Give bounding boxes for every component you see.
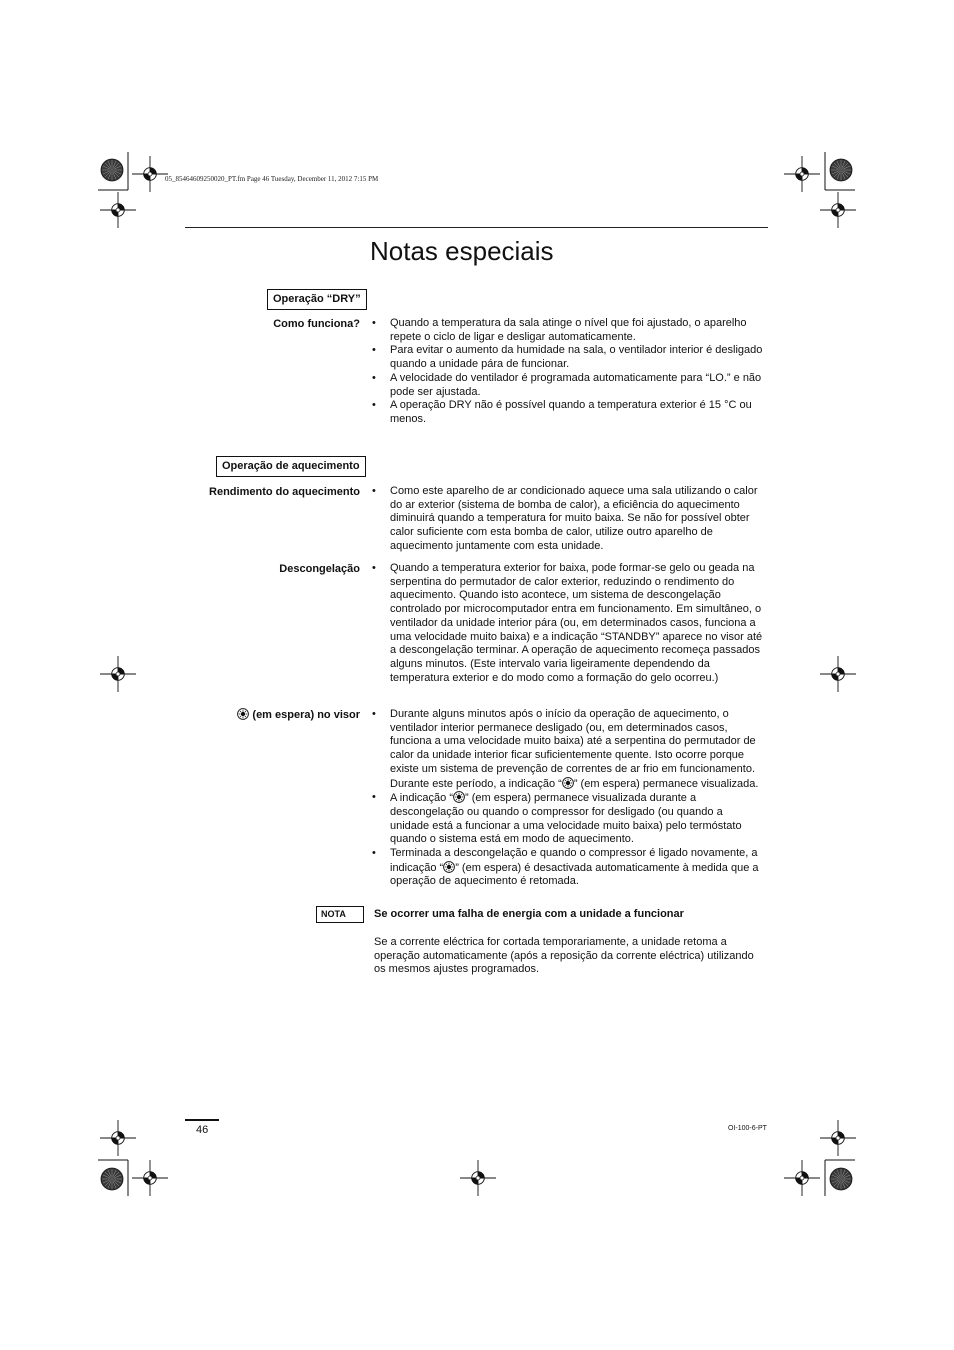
list-item [372, 708, 764, 791]
color-target-icon [829, 158, 853, 182]
registration-mark-icon [784, 156, 820, 192]
list-item: • Quando a temperatura exterior for baixa, pode formar-se gelo ou geada na serpentina do permutador de calor exterior, reduzindo o rendimento do aquecimento. Quando isto acontece, um sistema de descongelação controlado por microcomputador entra em funcionamento. Em simultâneo, o ventilador da unidade interior pára (ou, em determinados casos, funciona a uma velocidade muito baixa) e a indicação “STANDBY” aparece no visor até a descongelação terminar. A operação de aquecimento recomeça passados alguns minutos. (Este intervalo varia ligeiramente dependendo da temperatura exterior e do modo como a formação do gelo ocorreu.) [372, 562, 764, 685]
list-item [372, 847, 764, 889]
standby-bullet-list [372, 708, 764, 889]
registration-mark-icon [100, 192, 136, 228]
page-number-rule [185, 1119, 219, 1121]
registration-mark-icon [784, 1160, 820, 1196]
registration-mark-icon [460, 1160, 496, 1196]
defrost-bullet-list [372, 562, 764, 685]
heating-performance-label: Rendimento do aquecimento [209, 486, 360, 498]
bullet-text: Terminada a descongelação e quando o compressor é ligado novamente, a indicação “ [390, 847, 758, 874]
list-item: • Para evitar o aumento da humidade na sala, o ventilador interior é desligado quando a unidade pára de funcionar. [372, 344, 764, 371]
registration-mark-icon [132, 1160, 168, 1196]
bullet-text: ” (em espera) permanece visualizada. [573, 777, 759, 790]
list-item: • Como este aparelho de ar condicionado aquece uma sala utilizando o calor do ar exterior (sistema de bomba de calor), a eficiência do aquecimento diminuirá quando a temperatura for muito baixa. Se não for possível obter calor suficiente com esta bomba de calor, utilize outro aparelho de aquecimento juntamente com esta unidade. [372, 485, 764, 554]
top-rule [185, 227, 768, 228]
file-header: 05_85464609250020_PT.fm Page 46 Tuesday, December 11, 2012 7:15 PM [165, 175, 379, 183]
standby-label [237, 708, 360, 722]
bullet-text: ” (em espera) permanece visualizada durante a descongelação ou quando o compressor for desligado (ou quando a unidade está a funcionar a uma velocidade muito baixa) pelo termóstato quando o sistema está em modo de aquecimento. [390, 792, 742, 846]
registration-mark-icon [820, 192, 856, 228]
standby-icon [562, 777, 574, 789]
registration-mark-icon [820, 1120, 856, 1156]
standby-icon [443, 861, 455, 873]
list-item: • Quando a temperatura da sala atinge o nível que foi ajustado, o aparelho repete o ciclo de ligar e desligar automaticamente. [372, 317, 764, 344]
bullet-text: A indicação “ [390, 792, 453, 805]
document-code: OI-100-6-PT [728, 1125, 767, 1132]
registration-mark-icon [132, 156, 168, 192]
how-it-works-label: Como funciona? [273, 318, 360, 330]
registration-mark-icon [820, 656, 856, 692]
registration-mark-icon [100, 1120, 136, 1156]
note-heading: Se ocorrer uma falha de energia com a unidade a funcionar [374, 908, 684, 920]
note-text: Se a corrente eléctrica for cortada temporariamente, a unidade retoma a operação automaticamente (após a reposição da corrente eléctrica) utilizando os mesmos ajustes programados. [374, 936, 754, 976]
defrost-label: Descongelação [279, 563, 360, 575]
registration-mark-icon [100, 656, 136, 692]
standby-icon [237, 708, 249, 720]
heating-section-heading: Operação de aquecimento [216, 456, 366, 477]
standby-icon [453, 791, 465, 803]
page-number: 46 [196, 1124, 209, 1136]
color-target-icon [100, 158, 124, 182]
list-item [372, 791, 764, 847]
color-target-icon [100, 1167, 124, 1191]
performance-bullet-list [372, 485, 764, 554]
bullet-text: Durante alguns minutos após o início da operação de aquecimento, o ventilador interior permanece desligado (ou, em determinados casos, funciona a uma velocidade muito baixa) até a serpentina do permutador de calor da unidade interior ficar suficientemente quente. Isto ocorre porque existe um sistema de prevenção de correntes de ar frio em funcionamento. Durante este período, a indicação “ [390, 708, 756, 790]
dry-section-heading: Operação “DRY” [267, 289, 367, 310]
note-label: NOTA [316, 906, 364, 923]
dry-bullet-list [372, 317, 764, 427]
standby-label-text: (em espera) no visor [252, 709, 360, 721]
color-target-icon [829, 1167, 853, 1191]
list-item: • A operação DRY não é possível quando a temperatura exterior é 15 °C ou menos. [372, 399, 764, 426]
bullet-text: ” (em espera) é desactivada automaticamente à medida que a operação de aquecimento é retomada. [390, 861, 759, 888]
page-title: Notas especiais [370, 236, 554, 266]
list-item: • A velocidade do ventilador é programada automaticamente para “LO.” e não pode ser ajustada. [372, 372, 764, 399]
